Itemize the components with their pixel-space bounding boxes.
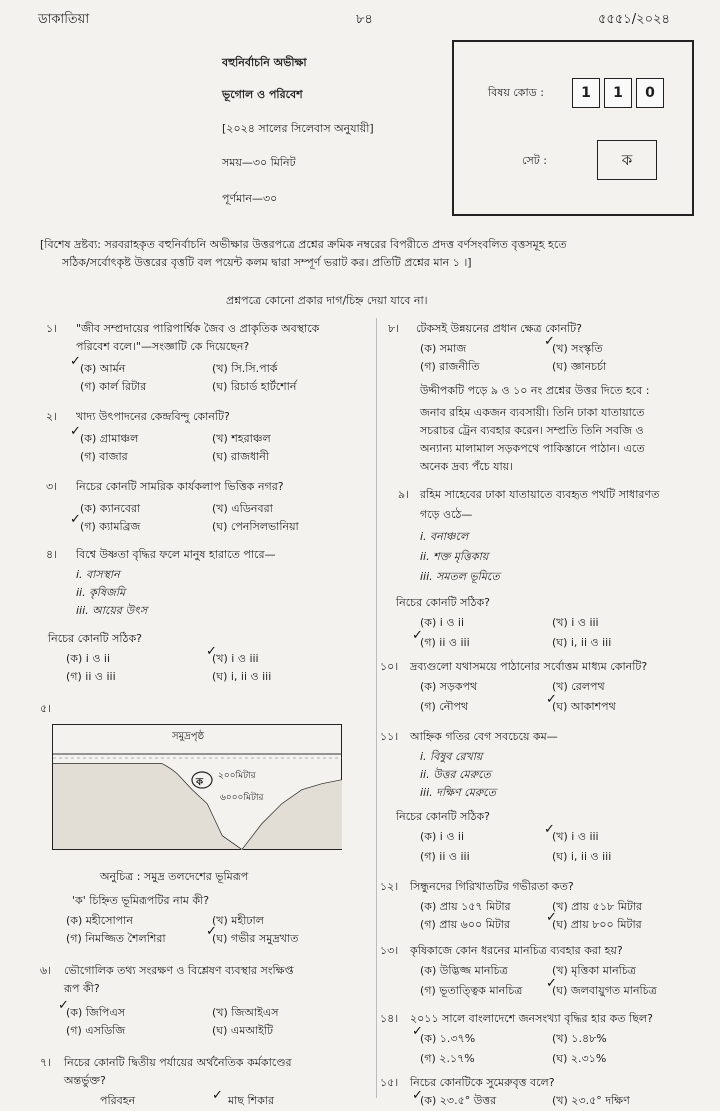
stimulus-text: সচরাচর ট্রেন ব্যবহার করেন। সম্প্রতি তিনি সবজি ও xyxy=(420,424,644,437)
option: (ক) i ও ii xyxy=(420,830,465,843)
option: (ক) জিপিএস xyxy=(66,1006,126,1019)
option: (গ) বাজার xyxy=(80,450,128,463)
answer-tick-mark: ✓ xyxy=(412,1088,423,1103)
option: (ঘ) পেনসিলভানিয়া xyxy=(212,520,299,533)
question-text: গড়ে ওঠে— xyxy=(420,508,473,521)
question-text: টেকসই উন্নয়নের প্রধান ক্ষেত্র কোনটি? xyxy=(416,322,582,335)
answer-tick-mark: ✓ xyxy=(58,998,69,1013)
statement: iii. সমতল ভূমিতে xyxy=(420,570,500,583)
option: পরিবহন xyxy=(100,1094,136,1107)
answer-tick-mark: ✓ xyxy=(546,910,557,925)
answer-tick-mark: ✓ xyxy=(544,822,555,837)
option: (ক) গ্রামাঞ্চল xyxy=(80,432,139,445)
instructions xyxy=(40,236,708,272)
option: (ঘ) গভীর সমুদ্রখাত xyxy=(212,932,299,945)
option: (ঘ) i, ii ও iii xyxy=(212,670,272,683)
question-text: রূপ কী? xyxy=(64,982,100,995)
statement: i. বিষুব রেখায় xyxy=(420,750,483,763)
option: (গ) এসডিজি xyxy=(66,1024,126,1037)
set-label: সেট : xyxy=(522,154,547,167)
statement: ii. উত্তর মেরুতে xyxy=(420,768,491,781)
option: (খ) শহরাঞ্চল xyxy=(212,432,271,445)
question-number: ১। xyxy=(46,322,58,335)
stimulus-text: অনেক দ্রব্য পঁচে যায়। xyxy=(420,460,514,473)
option: (ঘ) আকাশপথ xyxy=(552,700,616,713)
option: (ঘ) প্রায় ৮০০ মিটার xyxy=(552,918,642,931)
option: (গ) নিমজ্জিত শৈলশিরা xyxy=(66,932,166,945)
option: (ঘ) i, ii ও iii xyxy=(552,850,612,863)
question-number: ২। xyxy=(46,410,58,423)
option: (খ) i ও iii xyxy=(552,830,599,843)
option: (খ) প্রায় ৫১৮ মিটার xyxy=(552,900,643,913)
question-prompt: নিচের কোনটি সঠিক? xyxy=(396,596,490,609)
option: (গ) ক্যামব্রিজ xyxy=(80,520,141,533)
question-number: ৪। xyxy=(46,548,58,561)
instruction-line: সঠিক/সর্বোৎকৃষ্ট উত্তরের বৃত্তটি বল পয়েন্ট কলম দ্বারা সম্পূর্ণ ভরাট কর। প্রতিটি প্রশ্নের মান ১ ।] xyxy=(62,256,472,269)
question-text: ভৌগোলিক তথ্য সংরক্ষণ ও বিশ্লেষণ ব্যবস্থার সংক্ষিপ্ত xyxy=(64,964,294,977)
answer-tick-mark: ✓ xyxy=(70,512,81,527)
option: (গ) কার্ল রিটার xyxy=(80,380,147,393)
answer-tick-mark: ✓ xyxy=(206,924,217,939)
option: (ঘ) রিচার্ড হার্টশোর্ন xyxy=(212,380,297,393)
question-text: পরিবেশ বলে।"—সংজ্ঞাটি কে দিয়েছেন? xyxy=(76,340,250,353)
option: (খ) ২৩.৫° দক্ষিণ xyxy=(552,1094,630,1107)
statement: ii. কৃষিজমি xyxy=(76,586,126,599)
statement: ii. শক্ত মৃত্তিকায় xyxy=(420,550,489,563)
question-number: ৮। xyxy=(388,322,400,335)
set-value: ক xyxy=(597,140,657,180)
stimulus-intro: উদ্দীপকটি পড়ে ৯ ও ১০ নং প্রশ্নের উত্তর দিতে হবে : xyxy=(420,384,650,397)
option: (খ) মৃত্তিকা মানচিত্র xyxy=(552,964,636,977)
option: (খ) i ও iii xyxy=(212,652,259,665)
answer-tick-mark: ✓ xyxy=(70,424,81,439)
subject-code-box xyxy=(452,40,694,216)
statement: i. বাসস্থান xyxy=(76,568,120,581)
question-text: সিন্ধুনদের গিরিখাতটির গভীরতা কত? xyxy=(410,880,574,893)
option: (ক) i ও ii xyxy=(420,616,465,629)
option: (ঘ) এমআইটি xyxy=(212,1024,274,1037)
answer-tick-mark: ✓ xyxy=(544,334,555,349)
question-number: ৯। xyxy=(398,488,410,501)
answer-tick-mark: ✓ xyxy=(412,628,423,643)
option: (ক) প্রায় ১৫৭ মিটার xyxy=(420,900,511,913)
header-left: ডাকাতিয়া xyxy=(38,12,90,27)
stimulus-text: অন্যান্য মালামাল সড়কপথে পাকিস্তানে পাঠান। এতে xyxy=(420,442,645,455)
exam-marks: পূর্ণমান—৩০ xyxy=(222,192,278,205)
question-text: খাদ্য উৎপাদনের কেন্দ্রবিন্দু কোনটি? xyxy=(76,410,230,423)
exam-type: বহুনির্বাচনি অভীক্ষা xyxy=(222,56,307,69)
option: (খ) জিআইএস xyxy=(212,1006,279,1019)
option: মাছ শিকার xyxy=(228,1094,275,1107)
option: (ক) ক্যানবেরা xyxy=(80,502,141,515)
option: (ক) আর্মন xyxy=(80,362,126,375)
question-text: নিচের কোনটি সামরিক কার্যকলাপ ভিত্তিক নগর? xyxy=(76,480,284,493)
column-divider xyxy=(376,318,377,1098)
header-right: ৫৫৫১/২০২৪ xyxy=(598,12,670,27)
option: (খ) i ও iii xyxy=(552,616,599,629)
question-text: "জীব সম্প্রদায়ের পারিপার্শ্বিক জৈব ও প্রাকৃতিক অবস্থাকে xyxy=(76,322,320,335)
question-text: অন্তর্ভুক্ত? xyxy=(64,1074,106,1087)
option: (ক) সমাজ xyxy=(420,342,467,355)
code-digit: 1 xyxy=(572,78,600,108)
option: (খ) সি.সি.পার্ক xyxy=(212,362,278,375)
option: (গ) রাজনীতি xyxy=(420,360,480,373)
option: (গ) ii ও iii xyxy=(420,850,470,863)
option: (ক) ১.৩৭% xyxy=(420,1032,476,1045)
option: (ক) উদ্ভিজ্জ মানচিত্র xyxy=(420,964,508,977)
no-marking-warning: প্রশ্নপত্রে কোনো প্রকার দাগ/চিহ্ন দেয়া যাবে না। xyxy=(226,294,428,307)
figure-label: ২০০মিটার xyxy=(218,771,256,781)
question-text: আহ্নিক গতির বেগ সবচেয়ে কম— xyxy=(410,730,558,743)
question-number: ১০। xyxy=(380,660,399,673)
question-text: ২০১১ সালে বাংলাদেশে জনসংখ্যা বৃদ্ধির হার কত ছিল? xyxy=(410,1012,653,1025)
option: (খ) মহীঢাল xyxy=(212,914,264,927)
option: (খ) এডিনবরা xyxy=(212,502,273,515)
code-digit: 1 xyxy=(604,78,632,108)
exam-syllabus: [২০২৪ সালের সিলেবাস অনুযায়ী] xyxy=(222,122,374,135)
option: (ঘ) i, ii ও iii xyxy=(552,636,612,649)
statement: iii. আয়ের উৎস xyxy=(76,604,148,617)
question-number: ১৪। xyxy=(380,1012,399,1025)
answer-tick-mark: ✓ xyxy=(70,354,81,369)
option: (গ) নৌপথ xyxy=(420,700,469,713)
code-digit: 0 xyxy=(636,78,664,108)
option: (ক) ২৩.৫° উত্তর xyxy=(420,1094,497,1107)
page-number: ৮৪ xyxy=(356,12,373,27)
option: (গ) প্রায় ৬০০ মিটার xyxy=(420,918,511,931)
question-text: দ্রব্যগুলো যথাসময়ে পাঠানোর সর্বোত্তম মাধ্যম কোনটি? xyxy=(410,660,648,673)
question-number: ৬। xyxy=(40,964,52,977)
answer-tick-mark: ✓ xyxy=(546,976,557,991)
figure-caption: অনুচিত্র : সমুদ্র তলদেশের ভূমিরূপ xyxy=(100,870,249,883)
option: (গ) ii ও iii xyxy=(420,636,470,649)
option: (খ) রেলপথ xyxy=(552,680,605,693)
question-number: ১১। xyxy=(380,730,399,743)
question-number: ৭। xyxy=(40,1056,52,1069)
option: (ক) i ও ii xyxy=(66,652,111,665)
answer-tick-mark: ✓ xyxy=(212,1088,223,1103)
subject-code-label: বিষয় কোড : xyxy=(488,86,544,99)
question-number: ১৫। xyxy=(380,1076,399,1089)
question-prompt: নিচের কোনটি সঠিক? xyxy=(48,632,142,645)
question-text: নিচের কোনটিকে সুমেরুবৃত্ত বলে? xyxy=(410,1076,555,1089)
option: (ক) সড়কপথ xyxy=(420,680,478,693)
question-text: নিচের কোনটি দ্বিতীয় পর্যায়ের অর্থনৈতিক কর্মকাণ্ডের xyxy=(64,1056,292,1069)
option: (ঘ) জ্ঞানচর্চা xyxy=(552,360,607,373)
exam-time: সময়—৩০ মিনিট xyxy=(222,156,296,169)
question-text: বিশ্বে উষ্ণতা বৃদ্ধির ফলে মানুষ হারাতে পারে— xyxy=(76,548,276,561)
question-number: ৫। xyxy=(40,702,52,715)
figure-label: সমুদ্রপৃষ্ঠ xyxy=(172,731,205,742)
answer-tick-mark: ✓ xyxy=(206,644,217,659)
option: (ঘ) ২.৩১% xyxy=(552,1052,607,1065)
option: (ঘ) রাজধানী xyxy=(212,450,270,463)
question-number: ১৩। xyxy=(380,944,399,957)
option: (গ) ভূতাত্ত্বিক মানচিত্র xyxy=(420,984,523,997)
question-number: ১২। xyxy=(380,880,399,893)
option: (ঘ) জলবায়ুগত মানচিত্র xyxy=(552,984,657,997)
answer-tick-mark: ✓ xyxy=(412,1024,423,1039)
instruction-line: [বিশেষ দ্রষ্টব্য: সরবরাহকৃত বহুনির্বাচনি অভীক্ষার উত্তরপত্রে প্রশ্নের ক্রমিক নম্বরের বিপরীতে প্রদত্ত বর্ণসংবলিত বৃত্তসমূহ হতে xyxy=(40,238,567,251)
figure-marker: ক xyxy=(196,777,203,788)
question-text: রহিম সাহেবের ঢাকা যাতায়াতে ব্যবহৃত পথটি সাধারণত xyxy=(420,488,660,501)
question-text: 'ক' চিহ্নিত ভূমিরূপটির নাম কী? xyxy=(72,894,210,907)
option: (গ) ২.১৭% xyxy=(420,1052,475,1065)
option: (খ) ১.৪৮% xyxy=(552,1032,607,1045)
figure-label: ৬০০০মিটার xyxy=(220,793,264,803)
statement: i. বনাঞ্চলে xyxy=(420,530,469,543)
question-prompt: নিচের কোনটি সঠিক? xyxy=(396,810,490,823)
answer-tick-mark: ✓ xyxy=(546,692,557,707)
option: (গ) ii ও iii xyxy=(66,670,116,683)
question-number: ৩। xyxy=(46,480,58,493)
stimulus-text: জনাব রহিম একজন ব্যবসায়ী। তিনি ঢাকা যাতায়াতে xyxy=(420,406,645,419)
option: (ক) মহীসোপান xyxy=(66,914,133,927)
question-text: কৃষিকাজে কোন ধরনের মানচিত্র ব্যবহার করা হয়? xyxy=(410,944,623,957)
statement: iii. দক্ষিণ মেরুতে xyxy=(420,786,496,799)
exam-subject: ভূগোল ও পরিবেশ xyxy=(222,88,303,101)
option: (খ) সংস্কৃতি xyxy=(552,342,603,355)
